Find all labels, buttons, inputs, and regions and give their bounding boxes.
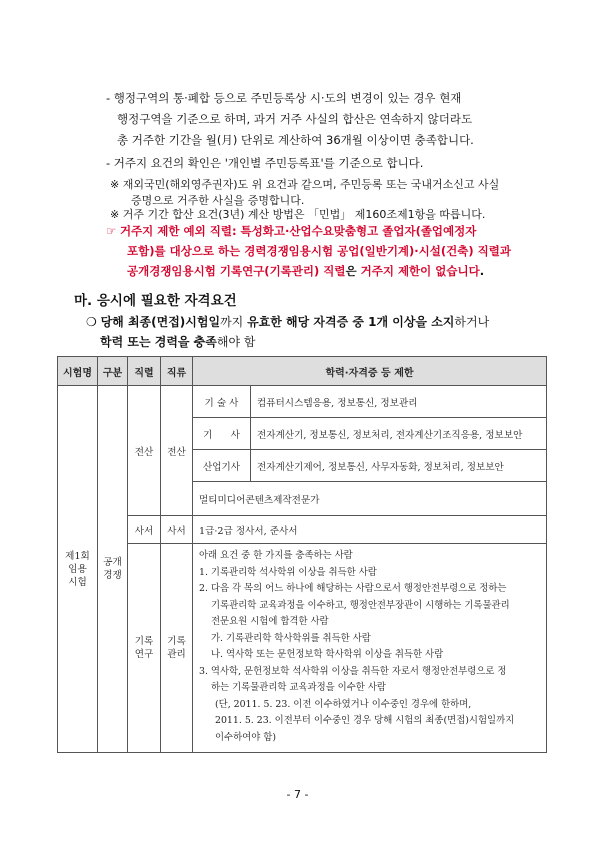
table-row	[58, 386, 547, 418]
condition-line-1: ❍ 당해 최종(면접)시험일까지 유효한 해당 자격증 중 1개 이상을 소지하거나	[86, 315, 490, 329]
residence-bullet-1-line-2: 행정구역을 기준으로 하며, 과거 거주 사실의 합산은 연속하지 않더라도	[117, 112, 473, 126]
residence-bullet-2: - 거주지 요건의 확인은 '개인별 주민등록표'를 기준으로 합니다.	[106, 156, 424, 170]
records-line: 전문요원 시험에 합격한 사람	[211, 616, 329, 627]
records-line: 아래 요건 중 한 가지를 충족하는 사람	[199, 550, 353, 561]
table-row	[58, 544, 547, 753]
records-requirements	[193, 544, 547, 753]
records-line: 나. 역사학 또는 문헌정보학 학사학위 이상을 취득한 사람	[211, 649, 444, 660]
records-line: 2. 다음 각 목의 어느 하나에 해당하는 사람으로서 행정안전부령으로 정하는	[199, 583, 507, 594]
class-records: 기록 관리	[161, 544, 193, 753]
cert-value-engineer-master: 컴퓨터시스템응용, 정보통신, 정보관리	[251, 386, 547, 418]
records-line: 이수하여야 함)	[215, 731, 276, 743]
records-line: 가. 기록관리학 학사학위를 취득한 사람	[211, 632, 371, 644]
table-header-row	[58, 357, 547, 386]
exception-line-3: 공개경쟁임용시험 기록연구(기록관리) 직렬은 거주지 제한이 없습니다.	[127, 264, 485, 278]
header-category: 구분	[98, 357, 128, 386]
note-period-calc: ※ 거주 기간 합산 요건(3년) 계산 방법은 「민법」 제160조제1항을 따릅니다.	[110, 208, 486, 221]
circle-bullet-icon: ❍	[86, 315, 97, 329]
header-series: 직렬	[128, 357, 161, 386]
exam-name-cell: 제1회 임용 시험	[58, 386, 98, 753]
condition-line-2: 학력 또는 경력을 충족해야 함	[100, 335, 256, 349]
cert-value-engineer: 전자계산기, 정보통신, 정보처리, 전자계산기조직응용, 정보보안	[251, 418, 547, 450]
header-class: 직류	[161, 357, 193, 386]
exception-line-1: ☞ 거주지 제한 예외 직렬: 특성화고·산업수요맞춤형고 졸업자(졸업예정자	[106, 224, 477, 238]
cert-value-librarian: 1급·2급 정사서, 준사서	[193, 516, 547, 544]
header-requirements: 학력·자격증 등 제한	[193, 357, 547, 386]
note-overseas-line-2: 증명으로 거주한 사실을 증명합니다.	[131, 194, 305, 207]
class-saseo: 사서	[161, 516, 193, 544]
series-records: 기록 연구	[128, 544, 161, 753]
exception-line-2: 포함)를 대상으로 하는 경력경쟁임용시험 공업(일반기계)·시설(건축) 직렬과	[127, 244, 511, 258]
series-saseo: 사서	[128, 516, 161, 544]
residence-bullet-1-line-1: - 행정구역의 통·폐합 등으로 주민등록상 시·도의 변경이 있는 경우 현재	[106, 91, 462, 105]
cert-value-multimedia: 멀티미디어콘텐츠제작전문가	[193, 482, 547, 516]
cert-label-engineer-master: 기 술 사	[193, 386, 251, 418]
class-jeonsan: 전산	[161, 386, 193, 516]
series-jeonsan: 전산	[128, 386, 161, 516]
category-cell: 공개 경쟁	[98, 386, 128, 753]
residence-bullet-1-line-3: 총 거주한 기간을 월(月) 단위로 계산하여 36개월 이상이면 충족합니다.	[117, 133, 474, 147]
records-line: 1. 기록관리학 석사학위 이상을 취득한 사람	[199, 566, 377, 578]
cert-label-engineer: 기 사	[193, 418, 251, 450]
pointing-hand-icon: ☞	[106, 224, 117, 238]
records-line: 하는 기록물관리학 교육과정을 이수한 사람	[211, 682, 386, 693]
cert-label-industrial-engineer: 산업기사	[193, 450, 251, 482]
cert-value-industrial-engineer: 전자계산기제어, 정보통신, 사무자동화, 정보처리, 정보보안	[251, 450, 547, 482]
page-number: - 7 -	[286, 788, 309, 801]
note-overseas-line-1: ※ 재외국민(해외영주권자)도 위 요건과 같으며, 주민등록 또는 국내거소신고 사실	[110, 178, 500, 191]
records-line: (단, 2011. 5. 23. 이전 이수하였거나 이수중인 경우에 한하며,	[215, 698, 472, 710]
qualification-table	[57, 356, 547, 753]
records-line: 2011. 5. 23. 이전부터 이수중인 경우 당해 시험의 최종(면접)시험일까지	[215, 715, 515, 726]
records-line: 3. 역사학, 문헌정보학 석사학위 이상을 취득한 자로서 행정안전부령으로 정	[199, 665, 507, 677]
header-exam-name: 시험명	[58, 357, 98, 386]
section-heading: 마. 응시에 필요한 자격요건	[74, 293, 237, 309]
records-line: 기록관리학 교육과정을 이수하고, 행정안전부장관이 시행하는 기록물관리	[211, 599, 510, 611]
table-row	[58, 516, 547, 544]
